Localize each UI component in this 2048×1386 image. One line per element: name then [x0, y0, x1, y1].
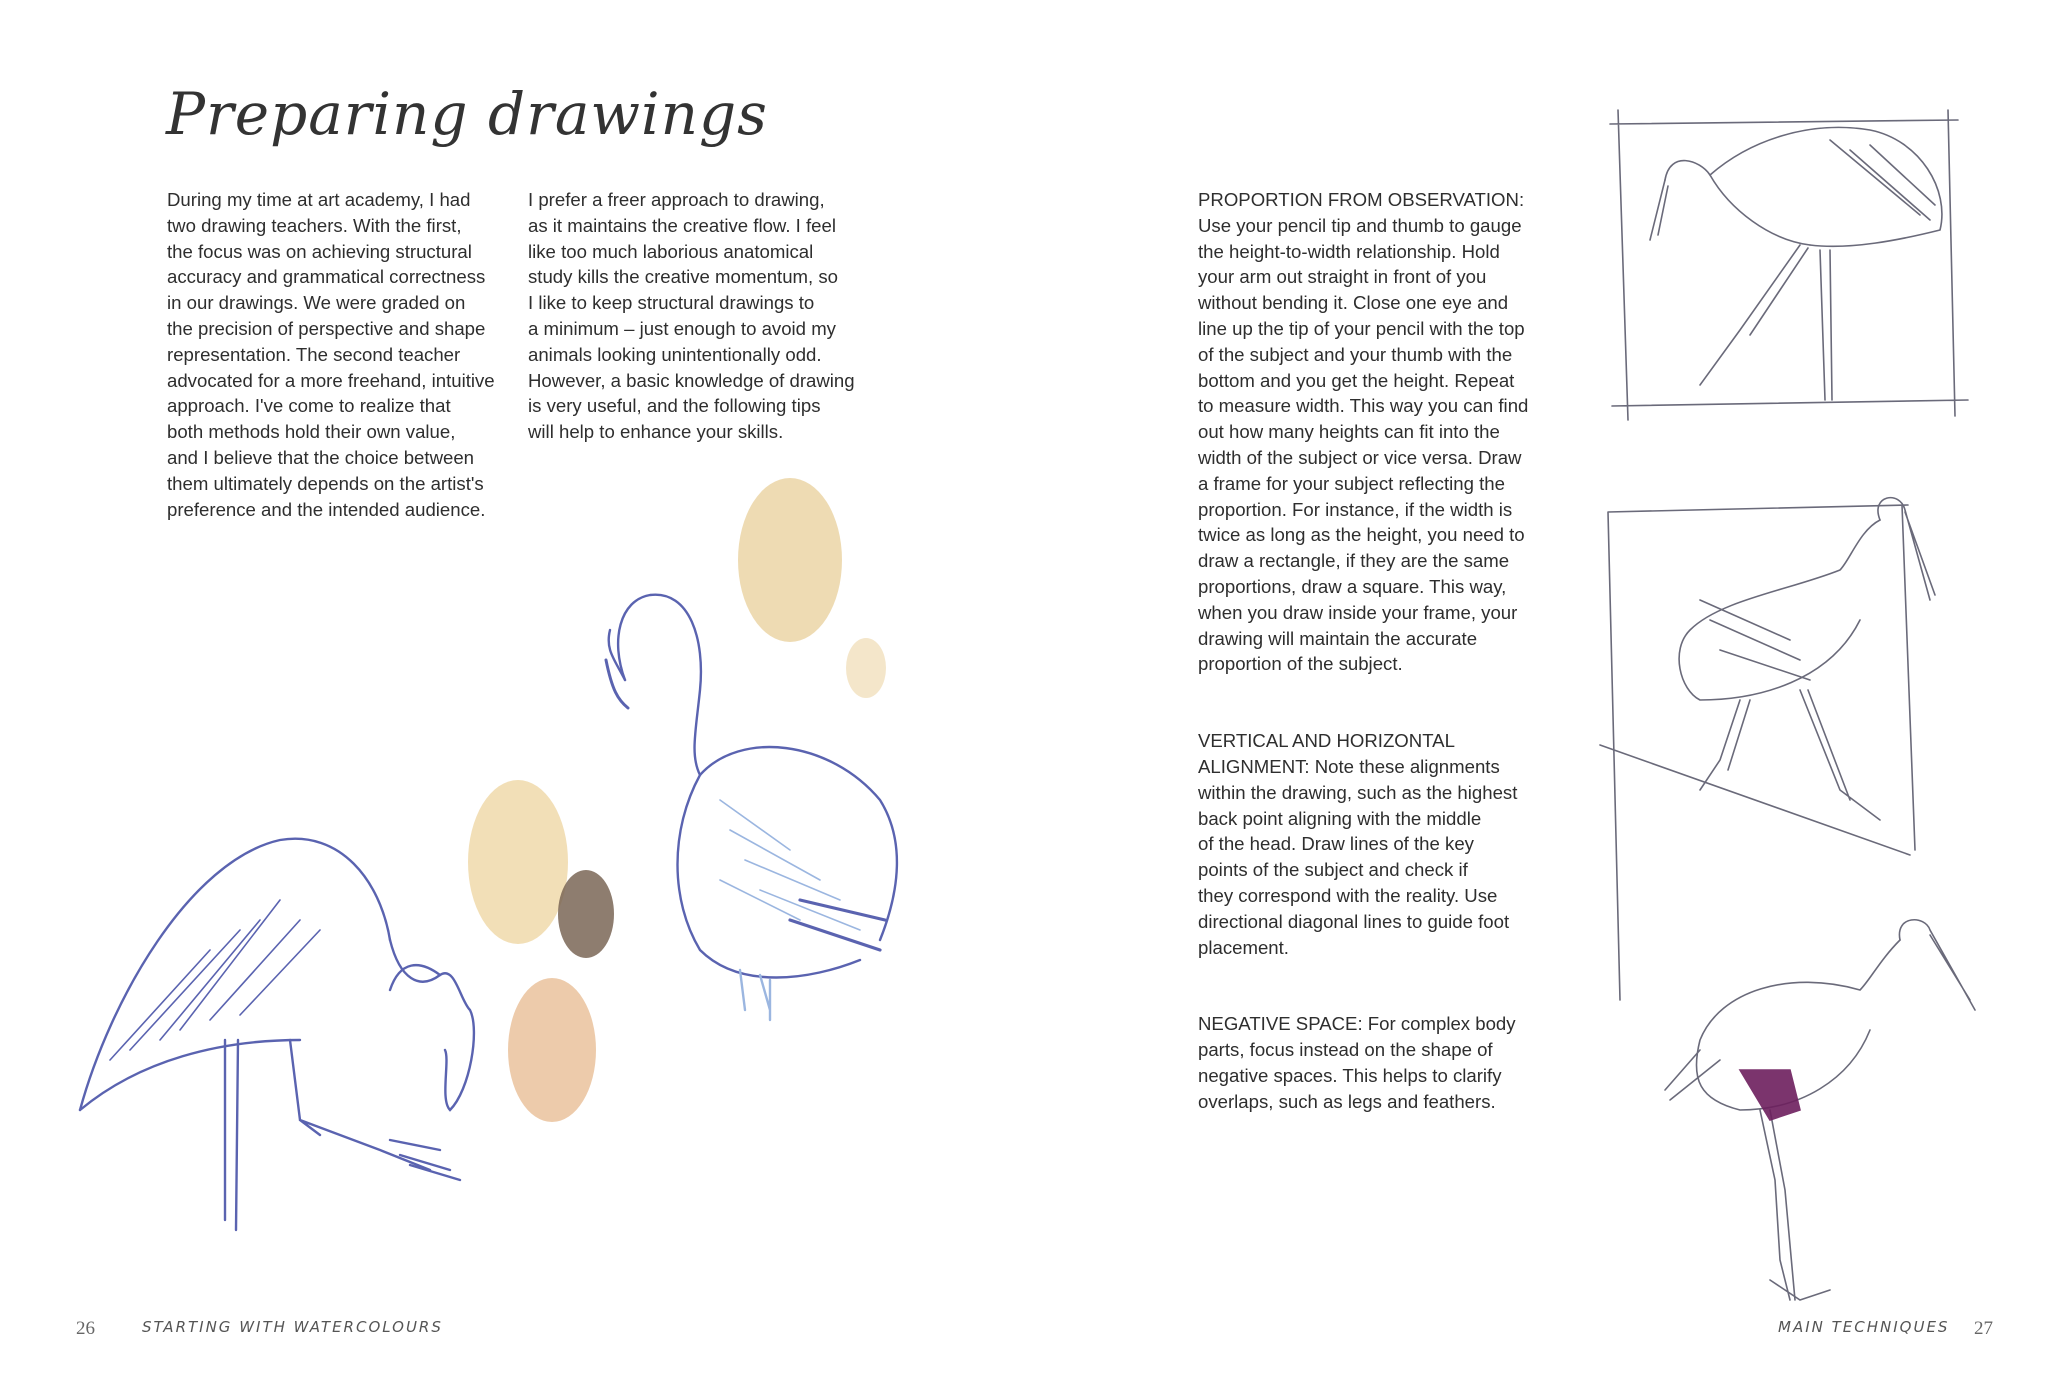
- intro-paragraph-1: During my time at art academy, I had two drawing teachers. With the first, the focus was on achieving structural accuracy and grammatical correctness in our drawings. We were graded on the precision of perspective and shape representation. The second teacher advocated for a more freehand, intuitive approach. I've come to realize that both methods hold their own value, and I believe that the choice between them ultimately depends on the artist's preference and the intended audience.: [167, 189, 495, 520]
- running-title-right: MAIN TECHNIQUES: [1778, 1318, 1950, 1336]
- tip-proportion: PROPORTION FROM OBSERVATION: Use your pencil tip and thumb to gauge the height-to-width relationship. Hold your arm out straight in front of you without bending it. Close one eye and line up the tip of your pencil with the top of the subject and your thumb with the bottom and you get the height. Repeat to measure width. This way you can find out how many heights can fit into the width of the subject or vice versa. Draw a frame for your subject reflecting the proportion. For instance, if the width is twice as long as the height, you need to draw a rectangle, if they are the same proportions, draw a square. This way, when you draw inside your frame, your drawing will maintain the accurate proportion of the subject.: [1198, 189, 1529, 675]
- page-number-right: 27: [1974, 1318, 1993, 1339]
- stork-sketch-perspective: [1600, 498, 1935, 1000]
- page-title: Preparing drawings: [166, 80, 768, 148]
- running-title-left: STARTING WITH WATERCOLOURS: [142, 1318, 443, 1336]
- stork-sketch-negative-space: [1665, 920, 1975, 1300]
- tip-alignment: VERTICAL AND HORIZONTAL ALIGNMENT: Note these alignments within the drawing, such as the highest back point aligning with the middle of the head. Draw lines of the key points of the subject and check if they correspond with the reality. Use directional diagonal lines to guide foot placement.: [1198, 730, 1518, 958]
- flamingo-bending-sketch: [80, 839, 474, 1230]
- intro-paragraph-2: I prefer a freer approach to drawing, as it maintains the creative flow. I feel like too much laborious anatomical study kills the creative momentum, so I like to keep structural drawings to a minimum – just enough to avoid my animals looking unintentionally odd. However, a basic knowledge of drawing is very useful, and the following tips will help to enhance your skills.: [528, 189, 855, 443]
- tip-negative-space: NEGATIVE SPACE: For complex body parts, focus instead on the shape of negative spaces. This helps to clarify overlaps, such as legs and feathers.: [1198, 1013, 1516, 1112]
- swatch-small-top: [846, 638, 886, 698]
- swatch-brown: [558, 870, 614, 958]
- swatch-peach: [508, 978, 596, 1122]
- watercolour-swatches: [468, 478, 886, 1122]
- page-number-left: 26: [76, 1318, 95, 1339]
- swatch-ochre-left: [468, 780, 568, 944]
- stork-sketch-framed: [1610, 110, 1968, 420]
- swatch-ochre-top: [738, 478, 842, 642]
